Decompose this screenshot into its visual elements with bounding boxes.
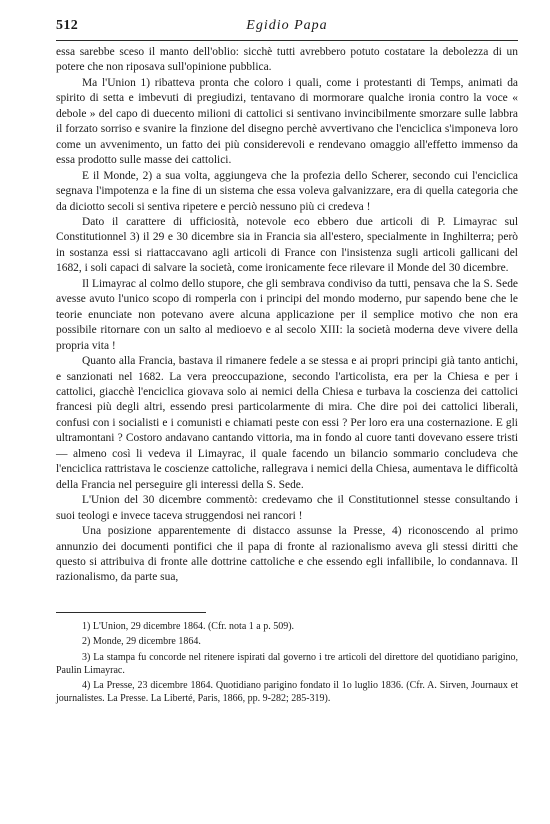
page-number: 512 <box>56 18 79 33</box>
book-page <box>56 18 518 708</box>
footnote: 4) La Presse, 23 dicembre 1864. Quotidiano parigino fondato il 1o luglio 1836. (Cfr. A. Sirven, Journaux et journalistes. La Presse. La Liberté, Paris, 1866, pp. 9-282; 285-319). <box>56 680 518 704</box>
footnote: 1) L'Union, 29 dicembre 1864. (Cfr. nota 1 a p. 509). <box>82 620 295 632</box>
body-text <box>56 45 518 586</box>
footnote: 3) La stampa fu concorde nel ritenere ispirati dal governo i tre articoli del direttore del quotidiano parigino, Paulin Limayrac. <box>56 652 518 676</box>
paragraph: Una posizione apparentemente di distacco assunse la Presse, 4) riconoscendo al primo annunzio dei documenti pontifici che il papa di fronte al razionalismo aveva gli stessi diritti che questo si attribuiva di fronte alle dottrine cattoliche e che essendo egli infallibile, lo condannava. Il razionalismo, da parte sua, <box>56 525 518 584</box>
paragraph: essa sarebbe sceso il manto dell'oblio: sicchè tutti avrebbero potuto costatare la debolezza di un potere che non riposava sull'opinione pubblica. <box>56 46 518 74</box>
footnote: 2) Monde, 29 dicembre 1864. <box>82 636 201 648</box>
header-rule <box>56 40 518 41</box>
footnote-rule <box>56 612 206 613</box>
paragraph: L'Union del 30 dicembre commentò: credevamo che il Constitutionnel stesse consultando i suoi teologi e invece taceva struggendosi nei rancori ! <box>56 494 518 522</box>
paragraph: Ma l'Union 1) ribatteva pronta che coloro i quali, come i protestanti di Temps, animati da spirito di setta e imbevuti di pregiudizi, tentavano di mormorare qualche ironia contro la voce « debole » del capo di duecento milioni di cattolici si sentivano invincibilmente smorzare sulle labbra il forzato sorriso e svanire la finzione del disegno perchè avvertivano che l'enciclica s'imponeva loro come un avvenimento, un fatto dei più considerevoli e rendevano omaggio all'effetto immenso da essa prodotto sulle masse dei cattolici. <box>56 76 518 167</box>
running-title: Egidio Papa <box>246 18 328 33</box>
paragraph: Quanto alla Francia, bastava il rimanere fedele a se stessa e ai propri principi già tanto antichi, e sanzionati nel 1682. La vera preoccupazione, secondo l'articolista, era per la Chiesa e per i cattolici, giacchè l'enciclica giovava solo ai nemici della Chiesa e turbava la coscienza dei cattolici francesi più degli altri, essendo presi particolarmente di mira. Che dire poi dei cattolici liberali, confusi con i socialisti e i comunisti e chiamati peste con essi ? Per loro era una costernazione. E gli ultramontani ? Costoro andavano cantando vittoria, ma in fondo al cuore tanti dovevano essere tristi — almeno così li vedeva il Limayrac, il quale facendo un bilancio sommario concludeva che l'enciclica rattristava le coscienze cattoliche, rallegrava i nemici della Chiesa, aumentava le difficoltà della Francia nel perseguire gli interessi della S. Sede. <box>56 355 518 491</box>
paragraph: E il Monde, 2) a sua volta, aggiungeva che la profezia dello Scherer, secondo cui l'enciclica segnava l'impotenza e la fine di un sistema che essa voleva galvanizzare, era di quella categoria che da diciotto secoli si sentiva ripetere e perciò nessuno più ci credeva ! <box>56 169 518 213</box>
footnotes <box>56 621 518 706</box>
paragraph: Il Limayrac al colmo dello stupore, che gli sembrava condiviso da tutti, pensava che la S. Sede avesse avuto l'unico scopo di romperla con i principi del mondo moderno, pur sapendo bene che le teorie enunciate non potevano avere alcuna applicazione per il semplice motivo che non era possibile ritornare con un salto al medioevo e al secolo XIII: la società moderna deve vivere della propria vita ! <box>56 277 518 352</box>
running-head <box>56 18 518 40</box>
paragraph: Dato il carattere di ufficiosità, notevole eco ebbero due articoli di P. Limayrac sul Constitutionnel 3) il 29 e 30 dicembre sia in Francia sia all'estero, specialmente in Inghilterra; però in sostanza essi si riattaccavano agli articoli di France con l'insistenza sugli articoli gallicani del 1682, i soli capaci di salvare la società, come ironicamente fece rilevare il Monde del 30 dicembre. <box>56 215 518 275</box>
